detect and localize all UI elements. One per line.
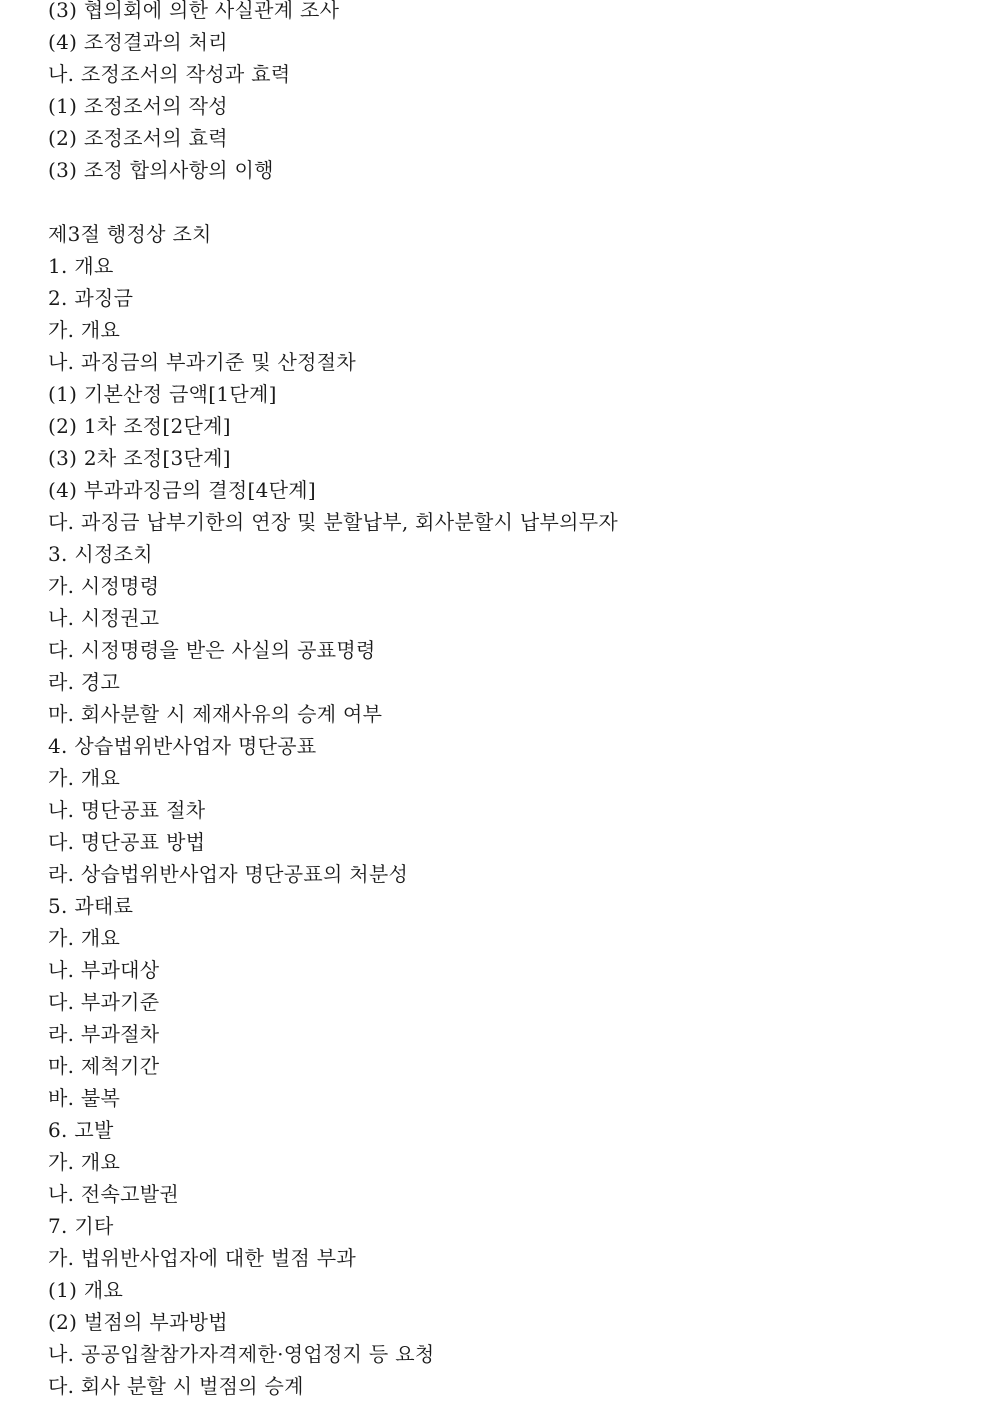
outline-line: 4. 상습법위반사업자 명단공표 bbox=[48, 734, 317, 758]
outline-line: 다. 과징금 납부기한의 연장 및 분할납부, 회사분할시 납부의무자 bbox=[48, 510, 619, 534]
outline-line: 6. 고발 bbox=[48, 1118, 114, 1142]
outline-line: 나. 조정조서의 작성과 효력 bbox=[48, 62, 291, 86]
outline-line: 다. 시정명령을 받은 사실의 공표명령 bbox=[48, 638, 376, 662]
outline-line: 가. 개요 bbox=[48, 318, 121, 342]
outline-line: (2) 1차 조정[2단계] bbox=[48, 414, 231, 438]
outline-line: (3) 협의회에 의한 사실관계 조사 bbox=[48, 0, 340, 22]
outline-line: 나. 과징금의 부과기준 및 산정절차 bbox=[48, 350, 356, 374]
outline-line: 가. 시정명령 bbox=[48, 574, 160, 598]
outline-line: (2) 조정조서의 효력 bbox=[48, 126, 228, 150]
outline-line: 나. 부과대상 bbox=[48, 958, 160, 982]
outline-line: 라. 부과절차 bbox=[48, 1022, 160, 1046]
outline-line: 가. 개요 bbox=[48, 766, 121, 790]
outline-line: 2. 과징금 bbox=[48, 286, 134, 310]
outline-line: 나. 공공입찰참가자격제한·영업정지 등 요청 bbox=[48, 1342, 435, 1366]
outline-line: (1) 조정조서의 작성 bbox=[48, 94, 228, 118]
document-page bbox=[48, 0, 972, 1402]
outline-line: 가. 개요 bbox=[48, 1150, 121, 1174]
blank-line bbox=[48, 186, 972, 218]
outline-line: 마. 회사분할 시 제재사유의 승계 여부 bbox=[48, 702, 383, 726]
outline-line: 나. 명단공표 절차 bbox=[48, 798, 206, 822]
outline-line: 마. 제척기간 bbox=[48, 1054, 160, 1078]
outline-line: (3) 2차 조정[3단계] bbox=[48, 446, 231, 470]
outline-line: 7. 기타 bbox=[48, 1214, 114, 1238]
outline-line: 바. 불복 bbox=[48, 1086, 121, 1110]
outline-line: 3. 시정조치 bbox=[48, 542, 153, 566]
outline-line: 다. 명단공표 방법 bbox=[48, 830, 206, 854]
outline-line: 가. 법위반사업자에 대한 벌점 부과 bbox=[48, 1246, 356, 1270]
outline-line: (3) 조정 합의사항의 이행 bbox=[48, 158, 274, 182]
outline-line: (4) 조정결과의 처리 bbox=[48, 30, 228, 54]
outline-line: 다. 부과기준 bbox=[48, 990, 160, 1014]
outline-line: (2) 벌점의 부과방법 bbox=[48, 1310, 228, 1334]
outline-line: 나. 전속고발권 bbox=[48, 1182, 180, 1206]
outline-line: 나. 시정권고 bbox=[48, 606, 160, 630]
outline-line: 가. 개요 bbox=[48, 926, 121, 950]
outline-line: 1. 개요 bbox=[48, 254, 114, 278]
outline-line: (1) 기본산정 금액[1단계] bbox=[48, 382, 277, 406]
outline-line: (4) 부과과징금의 결정[4단계] bbox=[48, 478, 316, 502]
section-heading: 제3절 행정상 조치 bbox=[48, 222, 212, 246]
outline-line: (1) 개요 bbox=[48, 1278, 124, 1302]
outline-line: 5. 과태료 bbox=[48, 894, 134, 918]
outline-line: 라. 상습법위반사업자 명단공표의 처분성 bbox=[48, 862, 409, 886]
outline-line: 다. 회사 분할 시 벌점의 승계 bbox=[48, 1374, 304, 1398]
outline-line: 라. 경고 bbox=[48, 670, 121, 694]
